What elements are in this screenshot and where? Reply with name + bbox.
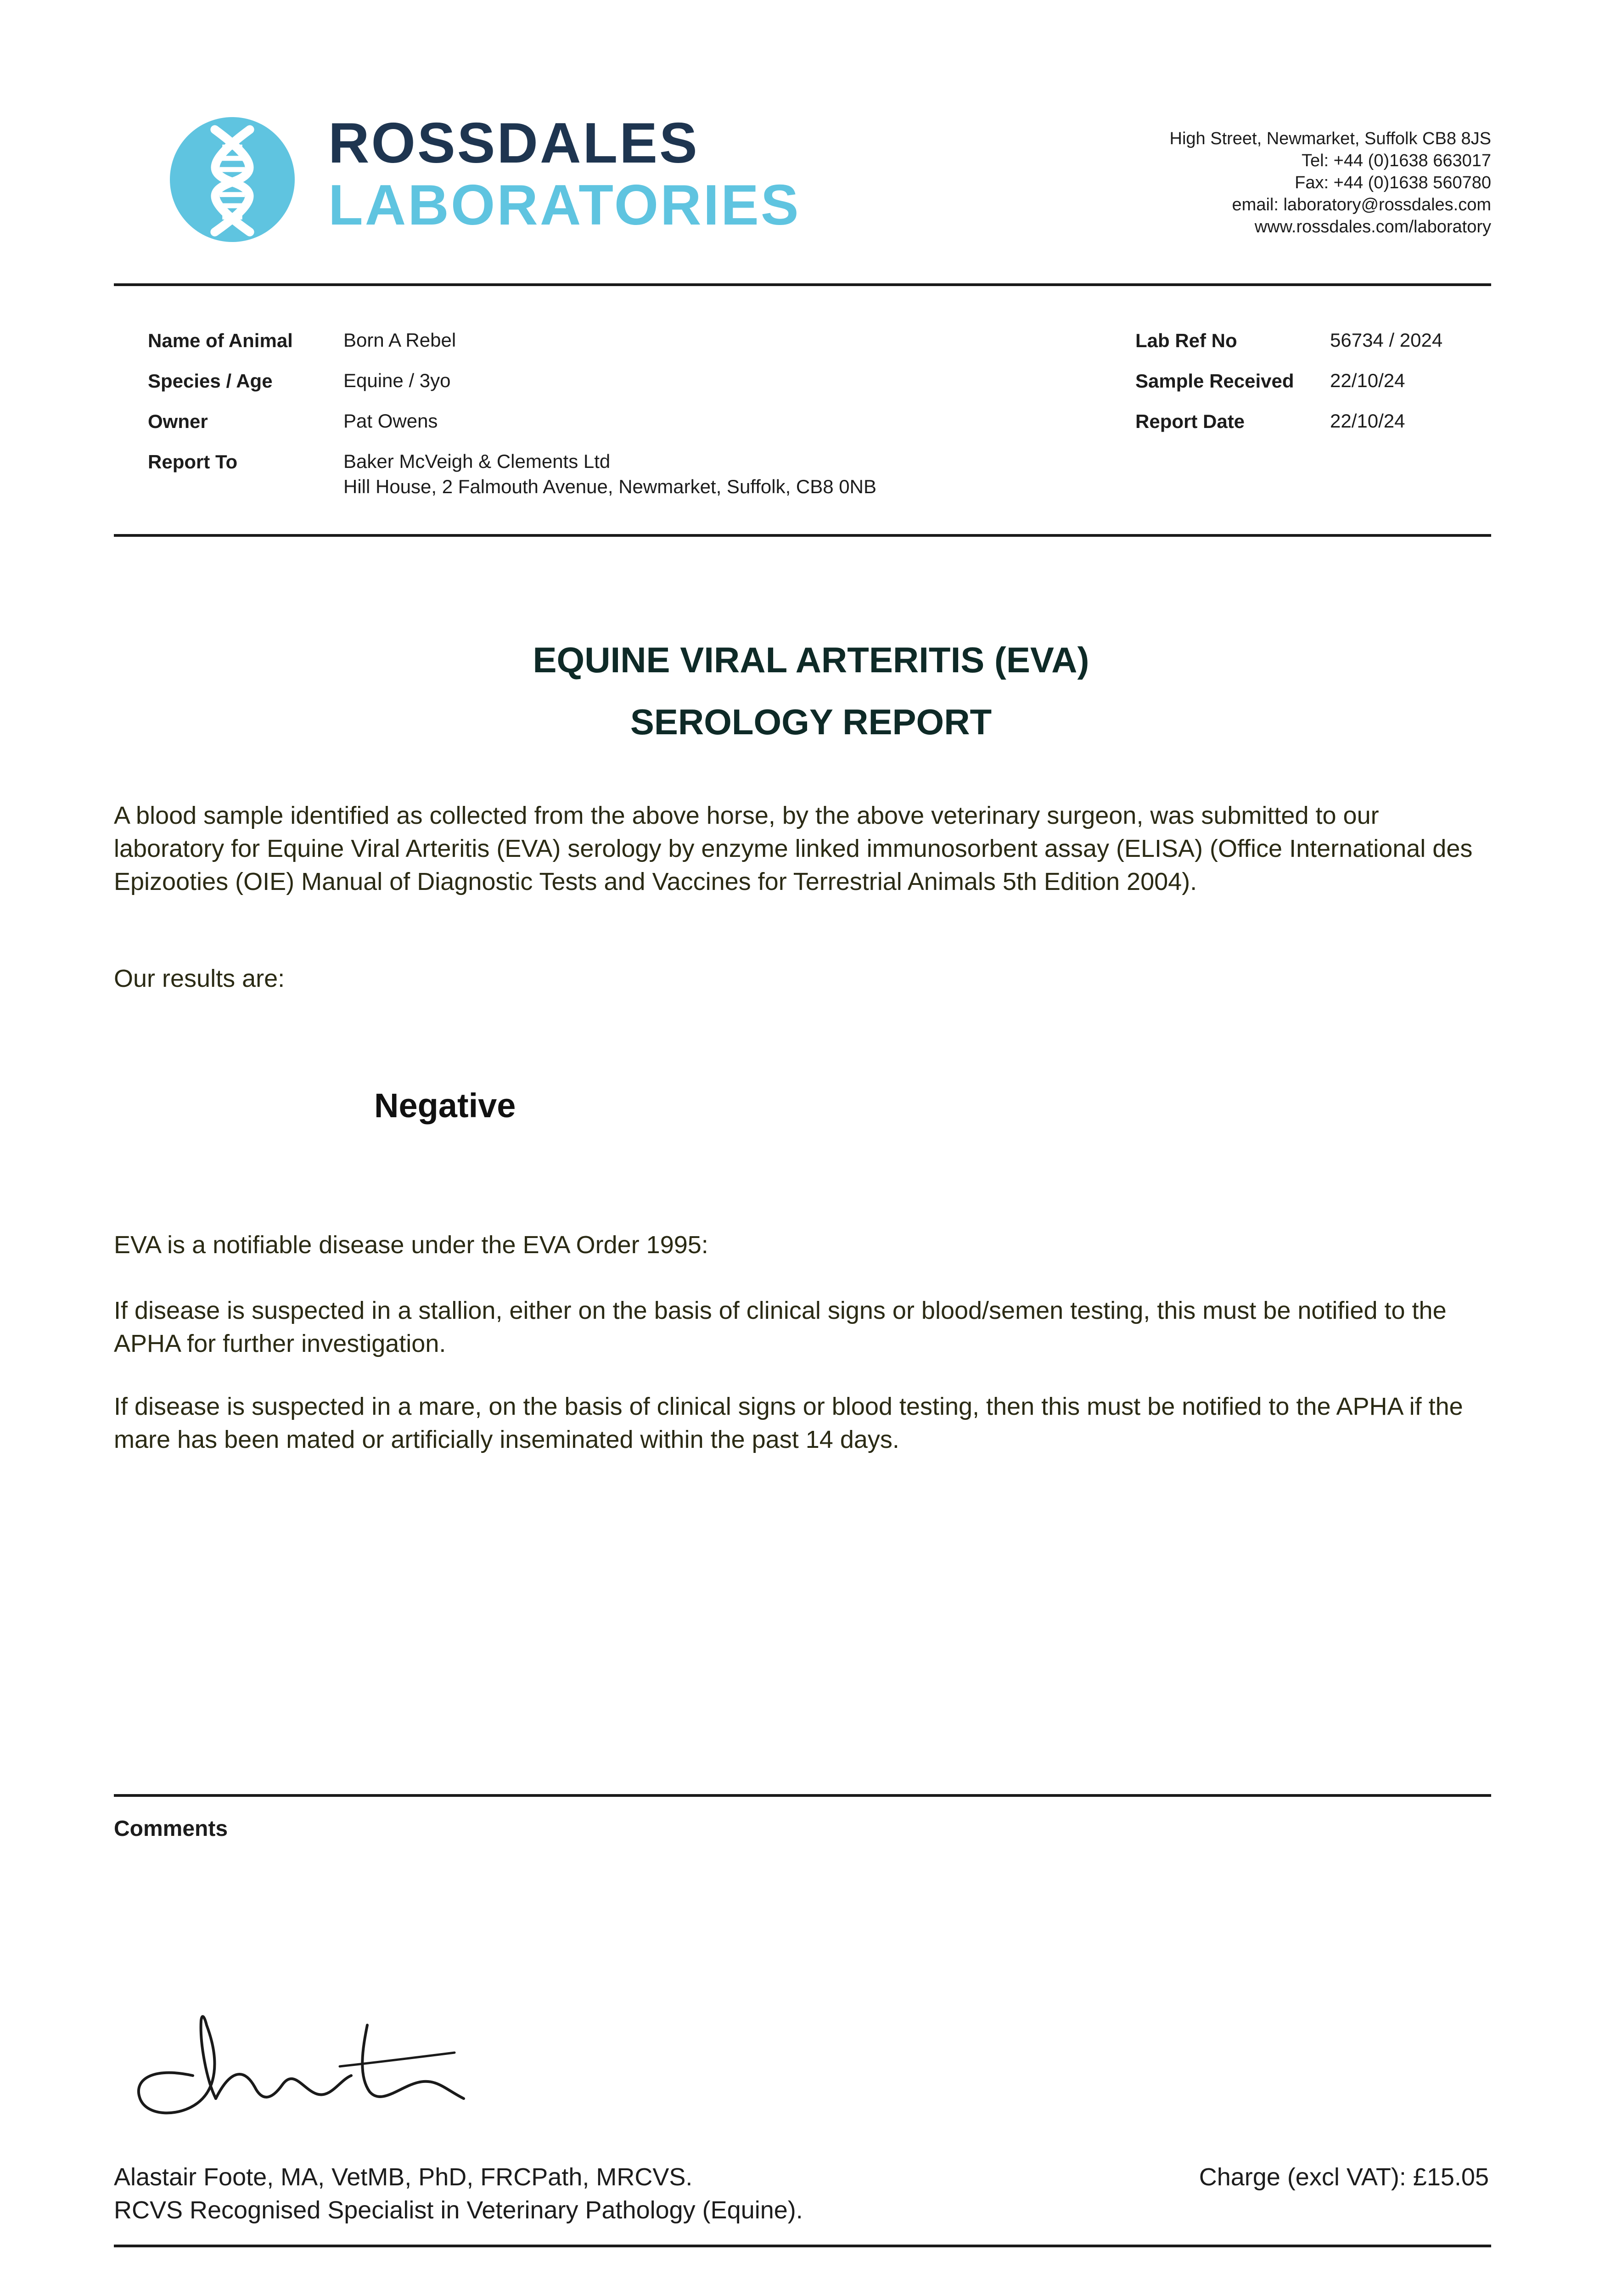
signatory-name: Alastair Foote, MA, VetMB, PhD, FRCPath, MRCVS. bbox=[114, 2163, 693, 2191]
intro-paragraph: A blood sample identified as collected from the above horse, by the above veterinary surgeon, was submitted to our laboratory for Equine Viral Arteritis (EVA) serology by enzyme linked immunosorbent assay (ELISA) (Office International des Epizooties (OIE) Manual of Diagnostic Tests and Vaccines for Terrestrial Animals 5th Edition 2004). bbox=[114, 802, 1473, 895]
sample-received-value: 22/10/24 bbox=[1330, 370, 1405, 391]
comments-label: Comments bbox=[114, 1817, 228, 1841]
report-title-line1: EQUINE VIRAL ARTERITIS (EVA) bbox=[533, 640, 1089, 680]
results-intro: Our results are: bbox=[114, 965, 285, 992]
dna-helix-icon bbox=[170, 117, 295, 242]
report-date-label: Report Date bbox=[1135, 411, 1245, 432]
header-divider bbox=[114, 283, 1491, 286]
lab-ref-value: 56734 / 2024 bbox=[1330, 329, 1443, 351]
owner-value: Pat Owens bbox=[343, 410, 438, 432]
brand-name-line2: LABORATORIES bbox=[328, 174, 801, 237]
result-value: Negative bbox=[374, 1086, 516, 1125]
stallion-paragraph: If disease is suspected in a stallion, either on the basis of clinical signs or blood/semen testing, this must be notified to the APHA for further investigation. bbox=[114, 1297, 1447, 1357]
signatory-title: RCVS Recognised Specialist in Veterinary Pathology (Equine). bbox=[114, 2196, 803, 2224]
report-to-label: Report To bbox=[148, 451, 238, 473]
owner-label: Owner bbox=[148, 411, 208, 432]
report-to-line1: Baker McVeigh & Clements Ltd bbox=[343, 450, 611, 472]
comments-divider bbox=[114, 1794, 1491, 1797]
signatory-block bbox=[114, 2161, 803, 2227]
report-title bbox=[0, 629, 1622, 753]
lab-ref-label: Lab Ref No bbox=[1135, 330, 1237, 351]
species-age-label: Species / Age bbox=[148, 370, 273, 392]
info-divider bbox=[114, 534, 1491, 537]
species-age-value: Equine / 3yo bbox=[343, 370, 451, 391]
contact-address: High Street, Newmarket, Suffolk CB8 8JS bbox=[1169, 129, 1491, 148]
contact-web: www.rossdales.com/laboratory bbox=[1254, 217, 1491, 236]
footer-divider bbox=[114, 2245, 1491, 2247]
name-of-animal-value: Born A Rebel bbox=[343, 329, 456, 351]
name-of-animal-label: Name of Animal bbox=[148, 330, 293, 351]
contact-email: email: laboratory@rossdales.com bbox=[1232, 195, 1491, 214]
mare-paragraph: If disease is suspected in a mare, on the basis of clinical signs or blood testing, then this must be notified to the APHA if the mare has been mated or artificially inseminated within the past 14 days. bbox=[114, 1393, 1463, 1453]
report-to-line2: Hill House, 2 Falmouth Avenue, Newmarket, Suffolk, CB8 0NB bbox=[343, 476, 876, 497]
charge-amount: Charge (excl VAT): £15.05 bbox=[1199, 2163, 1489, 2191]
handwritten-signature bbox=[124, 2007, 477, 2126]
contact-block bbox=[1170, 128, 1491, 238]
sample-received-label: Sample Received bbox=[1135, 370, 1294, 392]
report-title-line2: SEROLOGY REPORT bbox=[630, 702, 992, 742]
contact-fax: Fax: +44 (0)1638 560780 bbox=[1295, 173, 1491, 192]
report-date-value: 22/10/24 bbox=[1330, 410, 1405, 432]
contact-tel: Tel: +44 (0)1638 663017 bbox=[1301, 151, 1491, 170]
notifiable-paragraph: EVA is a notifiable disease under the EVA Order 1995: bbox=[114, 1231, 708, 1259]
brand-name-line1: ROSSDALES bbox=[328, 112, 699, 175]
